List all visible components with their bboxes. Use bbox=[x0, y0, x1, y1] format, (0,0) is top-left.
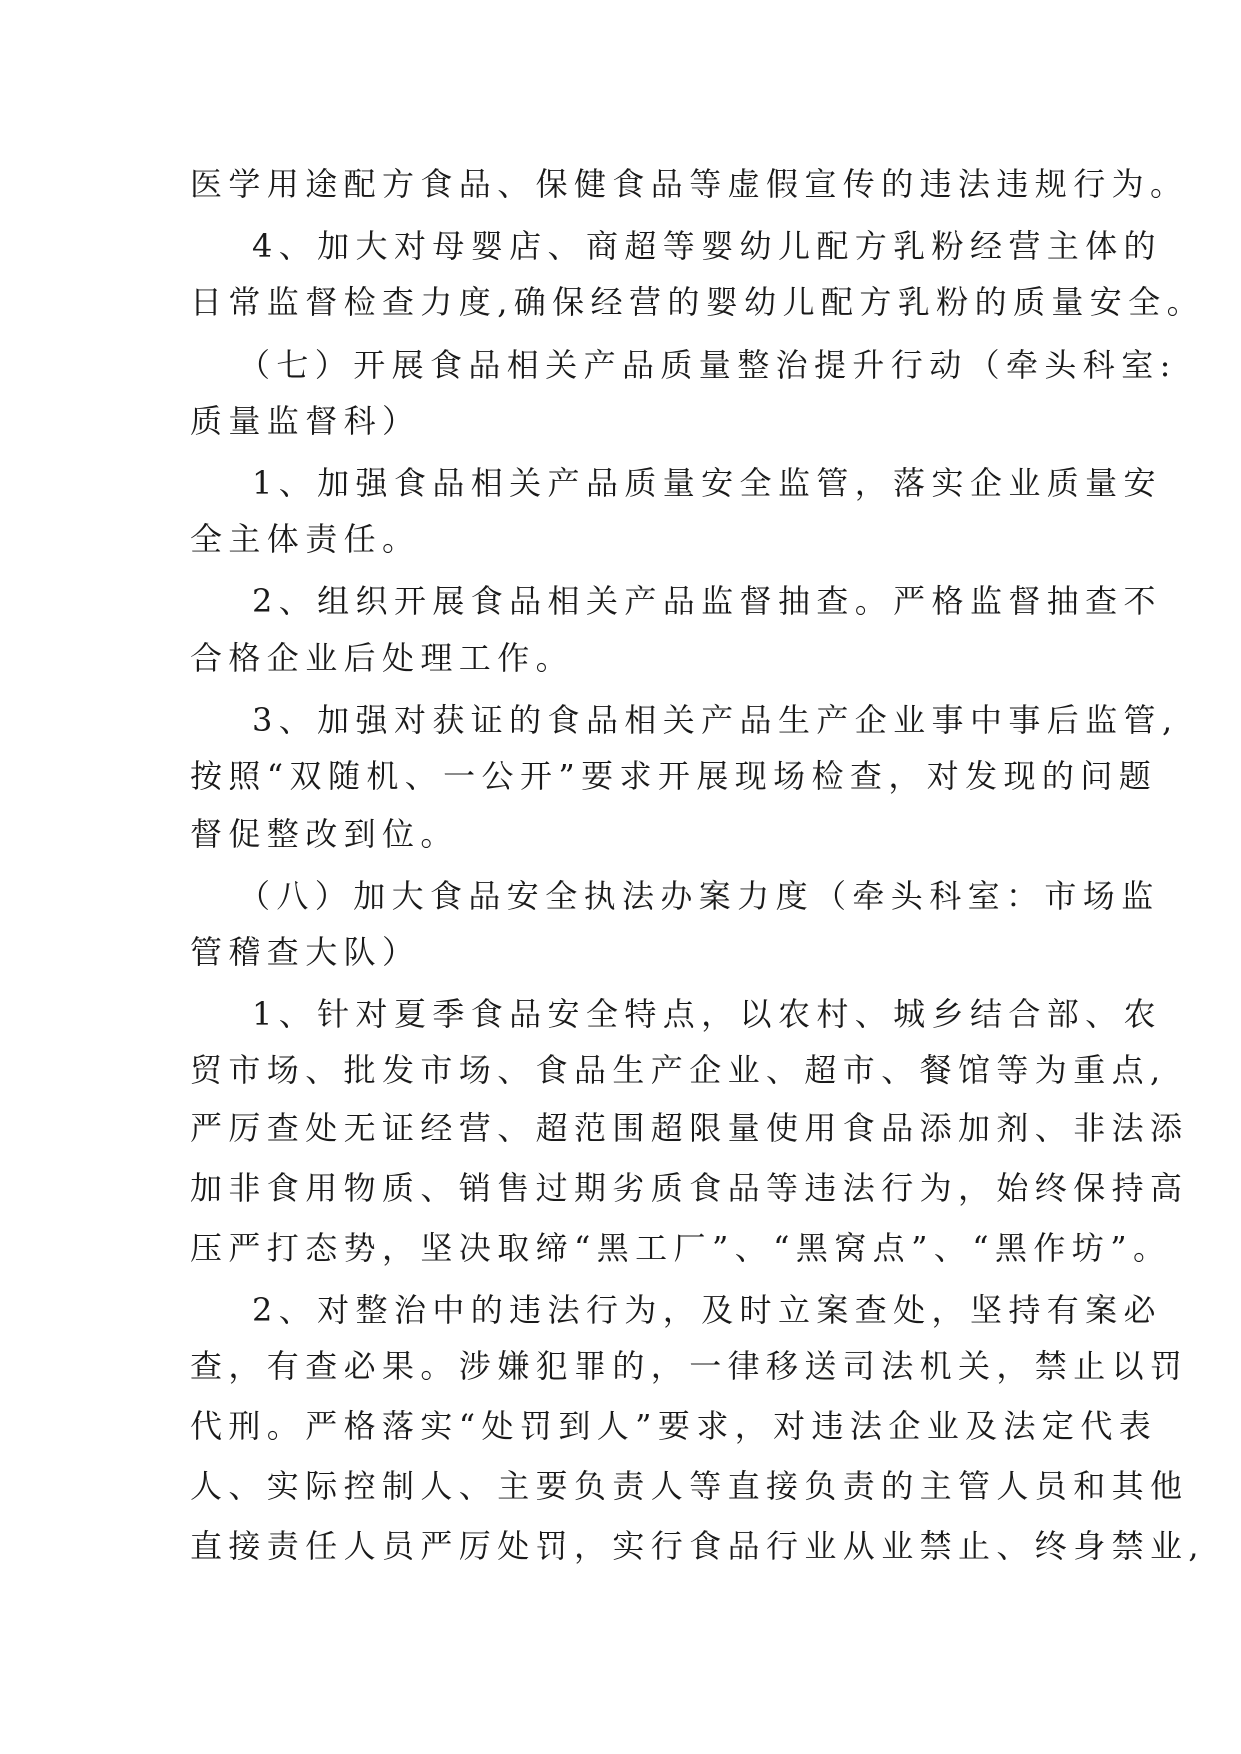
body-text-line: 督促整改到位。 bbox=[190, 815, 459, 853]
section-heading: （八）加大食品安全执法办案力度（牵头科室：市场监 bbox=[238, 877, 1160, 915]
section-heading: 管稽查大队） bbox=[190, 933, 421, 971]
body-text-line: 合格企业后处理工作。 bbox=[190, 639, 575, 677]
body-text-line: 全主体责任。 bbox=[190, 520, 421, 558]
body-text-line: 压严打态势，坚决取缔“黑工厂”、“黑窝点”、“黑作坊”。 bbox=[190, 1229, 1172, 1267]
body-text-line: 1、针对夏季食品安全特点，以农村、城乡结合部、农 bbox=[252, 995, 1162, 1033]
body-text-line: 3、加强对获证的食品相关产品生产企业事中事后监管, bbox=[252, 701, 1179, 739]
body-text-line: 4、加大对母婴店、商超等婴幼儿配方乳粉经营主体的 bbox=[252, 227, 1162, 265]
body-text-line: 2、对整治中的违法行为，及时立案查处，坚持有案必 bbox=[252, 1291, 1162, 1329]
body-text-line: 日常监督检查力度,确保经营的婴幼儿配方乳粉的质量安全。 bbox=[190, 283, 1205, 321]
body-text-line: 医学用途配方食品、保健食品等虚假宣传的违法违规行为。 bbox=[190, 165, 1189, 203]
body-text-line: 人、实际控制人、主要负责人等直接负责的主管人员和其他 bbox=[190, 1467, 1189, 1505]
section-heading: 质量监督科） bbox=[190, 402, 421, 440]
body-text-line: 查，有查必果。涉嫌犯罪的，一律移送司法机关，禁止以罚 bbox=[190, 1347, 1189, 1385]
body-text-line: 加非食用物质、销售过期劣质食品等违法行为，始终保持高 bbox=[190, 1169, 1189, 1207]
body-text-line: 代刑。严格落实“处罚到人”要求，对违法企业及法定代表 bbox=[190, 1407, 1158, 1445]
body-text-line: 2、组织开展食品相关产品监督抽查。严格监督抽查不 bbox=[252, 582, 1162, 620]
section-heading: （七）开展食品相关产品质量整治提升行动（牵头科室: bbox=[238, 346, 1177, 384]
body-text-line: 1、加强食品相关产品质量安全监管，落实企业质量安 bbox=[252, 464, 1162, 502]
body-text-line: 直接责任人员严厉处罚，实行食品行业从业禁止、终身禁业, bbox=[190, 1527, 1205, 1565]
body-text-line: 严厉查处无证经营、超范围超限量使用食品添加剂、非法添 bbox=[190, 1109, 1189, 1147]
body-text-line: 按照“双随机、一公开”要求开展现场检查，对发现的问题 bbox=[190, 757, 1158, 795]
body-text-line: 贸市场、批发市场、食品生产企业、超市、餐馆等为重点, bbox=[190, 1051, 1167, 1089]
